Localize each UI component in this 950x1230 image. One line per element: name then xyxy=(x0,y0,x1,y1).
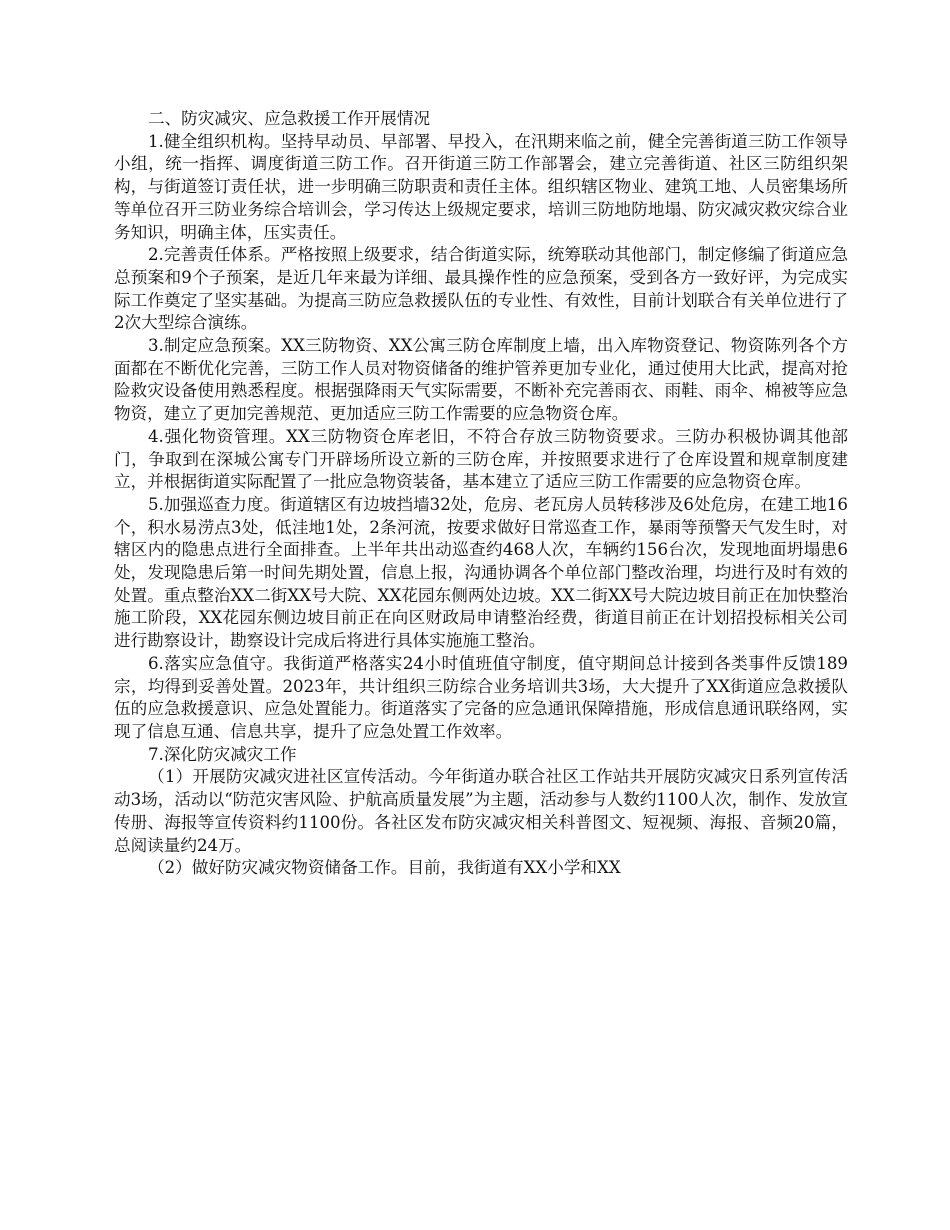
paragraph-organization: 1.健全组织机构。坚持早动员、早部署、早投入，在汛期来临之前，健全完善街道三防工作领导小组，统一指挥、调度街道三防工作。召开街道三防工作部署会，建立完善街道、社区三防组织架构，与街道签订责任状，进一步明确三防职责和责任主体。组织辖区物业、建筑工地、人员密集场所等单位召开三防业务综合培训会，学习传达上级规定要求，培训三防地防地塌、防灾减灾救灾综合业务知识，明确主体，压实责任。 xyxy=(114,131,848,242)
paragraph-duty: 6.落实应急值守。我街道严格落实24小时值班值守制度，值守期间总计接到各类事件反馈189宗，均得到妥善处置。2023年，共计组织三防综合业务培训共3场，大大提升了XX街道应急救援队伍的应急救援意识、应急处置能力。街道落实了完备的应急通讯保障措施，形成信息通讯联络网，实现了信息互通、信息共享，提升了应急处置工作效率。 xyxy=(114,653,848,741)
paragraph-responsibility: 2.完善责任体系。严格按照上级要求，结合街道实际，统筹联动其他部门，制定修编了街道应急总预案和9个子预案，是近几年来最为详细、最具操作性的应急预案，受到各方一致好评，为完成实际工作奠定了坚实基础。为提高三防应急救援队伍的专业性、有效性，目前计划联合有关单位进行了2次大型综合演练。 xyxy=(114,245,848,333)
paragraph-deepen-heading: 7.深化防灾减灾工作 xyxy=(148,744,297,764)
section-title: 二、防灾减灾、应急救援工作开展情况 xyxy=(148,109,431,128)
paragraph-inspection: 5.加强巡查力度。街道辖区有边坡挡墙32处，危房、老瓦房人员转移涉及6处危房，在建工地16个，积水易涝点3处，低洼地1处，2条河流，按要求做好日常巡查工作，暴雨等预警天气发生时，对辖区内的隐患点进行全面排查。上半年共出动巡查约468人次，车辆约156台次，发现地面坍塌患6处，发现隐患后第一时间先期处置，信息上报，沟通协调各个单位部门整改治理，均进行及时有效的处置。重点整治XX二街XX号大院、XX花园东侧两处边坡。XX二街XX号大院边坡目前正在加快整治施工阶段，XX花园东侧边坡目前正在向区财政局申请整治经费，街道目前正在计划招投标相关公司进行勘察设计，勘察设计完成后将进行具体实施施工整治。 xyxy=(114,494,848,651)
paragraph-emergency-plan: 3.制定应急预案。XX三防物资、XX公寓三防仓库制度上墙，出入库物资登记、物资陈列各个方面都在不断优化完善，三防工作人员对物资储备的维护管养更加专业化，通过使用大比武，提高对抢险救灾设备使用熟悉程度。根据强降雨天气实际需要，不断补充完善雨衣、雨鞋、雨伞、棉被等应急物资，建立了更加完善规范、更加适应三防工作需要的应急物资仓库。 xyxy=(114,336,848,424)
paragraph-supplies: 4.强化物资管理。XX三防物资仓库老旧，不符合存放三防物资要求。三防办积极协调其他部门，争取到在深城公寓专门开辟场所设立新的三防仓库，并按照要求进行了仓库设置和规章制度建立，并根据街道实际配置了一批应急物资装备，基本建立了适应三防工作需要的应急物资仓库。 xyxy=(114,426,848,492)
document-page xyxy=(114,108,848,880)
paragraph-reserves: （2）做好防灾减灾物资储备工作。目前，我街道有XX小学和XX xyxy=(148,858,621,878)
paragraph-publicity: （1）开展防灾减灾进社区宣传活动。今年街道办联合社区工作站共开展防灾减灾日系列宣传活动3场，活动以“防范灾害风险、护航高质量发展”为主题，活动参与人数约1100人次，制作、发放宣传册、海报等宣传资料约1100份。各社区发布防灾减灾相关科普图文、短视频、海报、音频20篇，总阅读量约24万。 xyxy=(114,767,848,855)
